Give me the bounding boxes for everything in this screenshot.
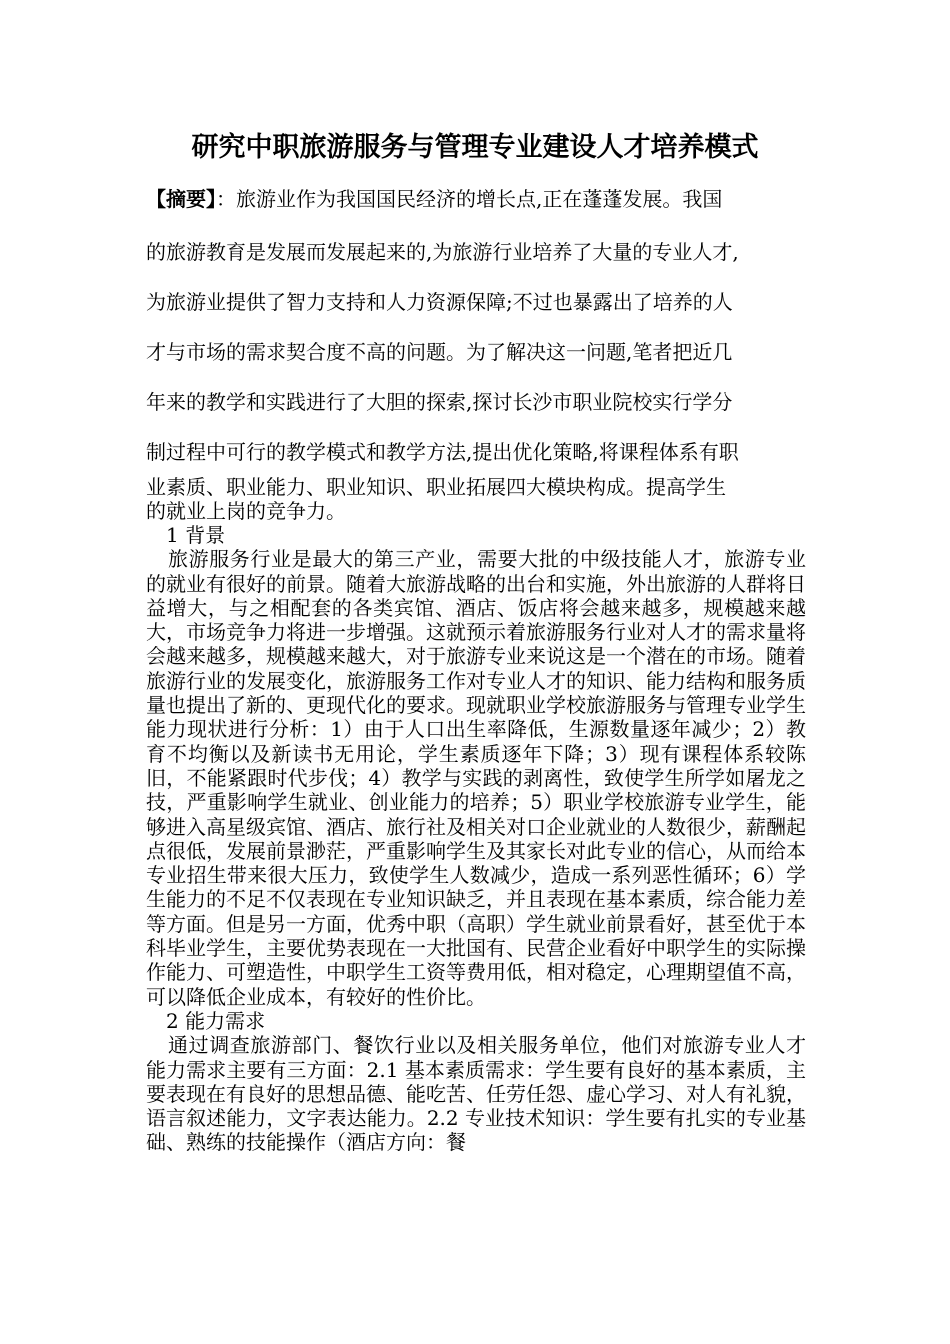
abstract-line	[146, 187, 816, 211]
abstract-line: 制过程中可行的教学模式和教学方法,提出优化策略,将课程体系有职	[146, 440, 739, 464]
abstract-label: 【摘要】	[146, 187, 216, 211]
abstract-line: 的旅游教育是发展而发展起来的,为旅游行业培养了大量的专业人才,	[146, 240, 739, 264]
document-body	[146, 523, 806, 1155]
section-paragraph-background: 旅游服务行业是最大的第三产业，需要大批的中级技能人才，旅游专业的就业有很好的前景。随着大旅游战略的出台和实施，外出旅游的人群将日益增大，与之相配套的各类宾馆、酒店、饭店将会越来越多，规模越来越大，市场竞争力将进一步增强。这就预示着旅游服务行业对人才的需求量将会越来越多，规模越来越大，对于旅游专业来说这是一个潜在的市场。随着旅游行业的发展变化，旅游服务工作对专业人才的知识、能力结构和服务质量也提出了新的、更现代化的要求。现就职业学校旅游服务与管理专业学生能力现状进行分析：1）由于人口出生率降低，生源数量逐年减少；2）教育不均衡以及新读书无用论，学生素质逐年下降；3）现有课程体系较陈旧，不能紧跟时代步伐；4）教学与实践的剥离性，致使学生所学如屠龙之技，严重影响学生就业、创业能力的培养；5）职业学校旅游专业学生，能够进入高星级宾馆、酒店、旅行社及相关对口企业就业的人数很少，薪酬起点很低，发展前景渺茫，严重影响学生及其家长对此专业的信心，从而给本专业招生带来很大压力，致使学生人数减少，造成一系列恶性循环；6）学生能力的不足不仅表现在专业知识缺乏，并且表现在基本素质，综合能力差等方面。但是另一方面，优秀中职（高职）学生就业前景看好，甚至优于本科毕业学生，主要优势表现在一大批国有、民营企业看好中职学生的实际操作能力、可塑造性，中职学生工资等费用低，相对稳定，心理期望值不高，可以降低企业成本，有较好的性价比。	[146, 547, 806, 1009]
section-heading-background: 1 背景	[166, 523, 226, 547]
section-heading-ability: 2 能力需求	[166, 1008, 266, 1033]
abstract-line: 为旅游业提供了智力支持和人力资源保障;不过也暴露出了培养的人	[146, 290, 733, 314]
document-title: 研究中职旅游服务与管理专业建设人才培养模式	[191, 132, 759, 163]
abstract-line: 才与市场的需求契合度不高的问题。为了解决这一问题,笔者把近几	[146, 340, 733, 364]
abstract-line: 年来的教学和实践进行了大胆的探索,探讨长沙市职业院校实行学分	[146, 390, 733, 414]
abstract-line: 的就业上岗的竞争力。	[146, 499, 346, 523]
section-paragraph-ability: 通过调查旅游部门、餐饮行业以及相关服务单位，他们对旅游专业人才能力需求主要有三方面：2.1 基本素质需求：学生要有良好的基本素质，主要表现在有良好的思想品德、能吃苦、任劳任怨、虚心学习、对人有礼貌，语言叙述能力，文字表达能力。2.2 专业技术知识：学生要有扎实的专业基础、熟练的技能操作（酒店方向：餐	[146, 1033, 806, 1155]
abstract-line-text: ：旅游业作为我国国民经济的增长点,正在蓬蓬发展。我国	[216, 187, 723, 211]
abstract-line: 业素质、职业能力、职业知识、职业拓展四大模块构成。提高学生	[146, 475, 726, 499]
